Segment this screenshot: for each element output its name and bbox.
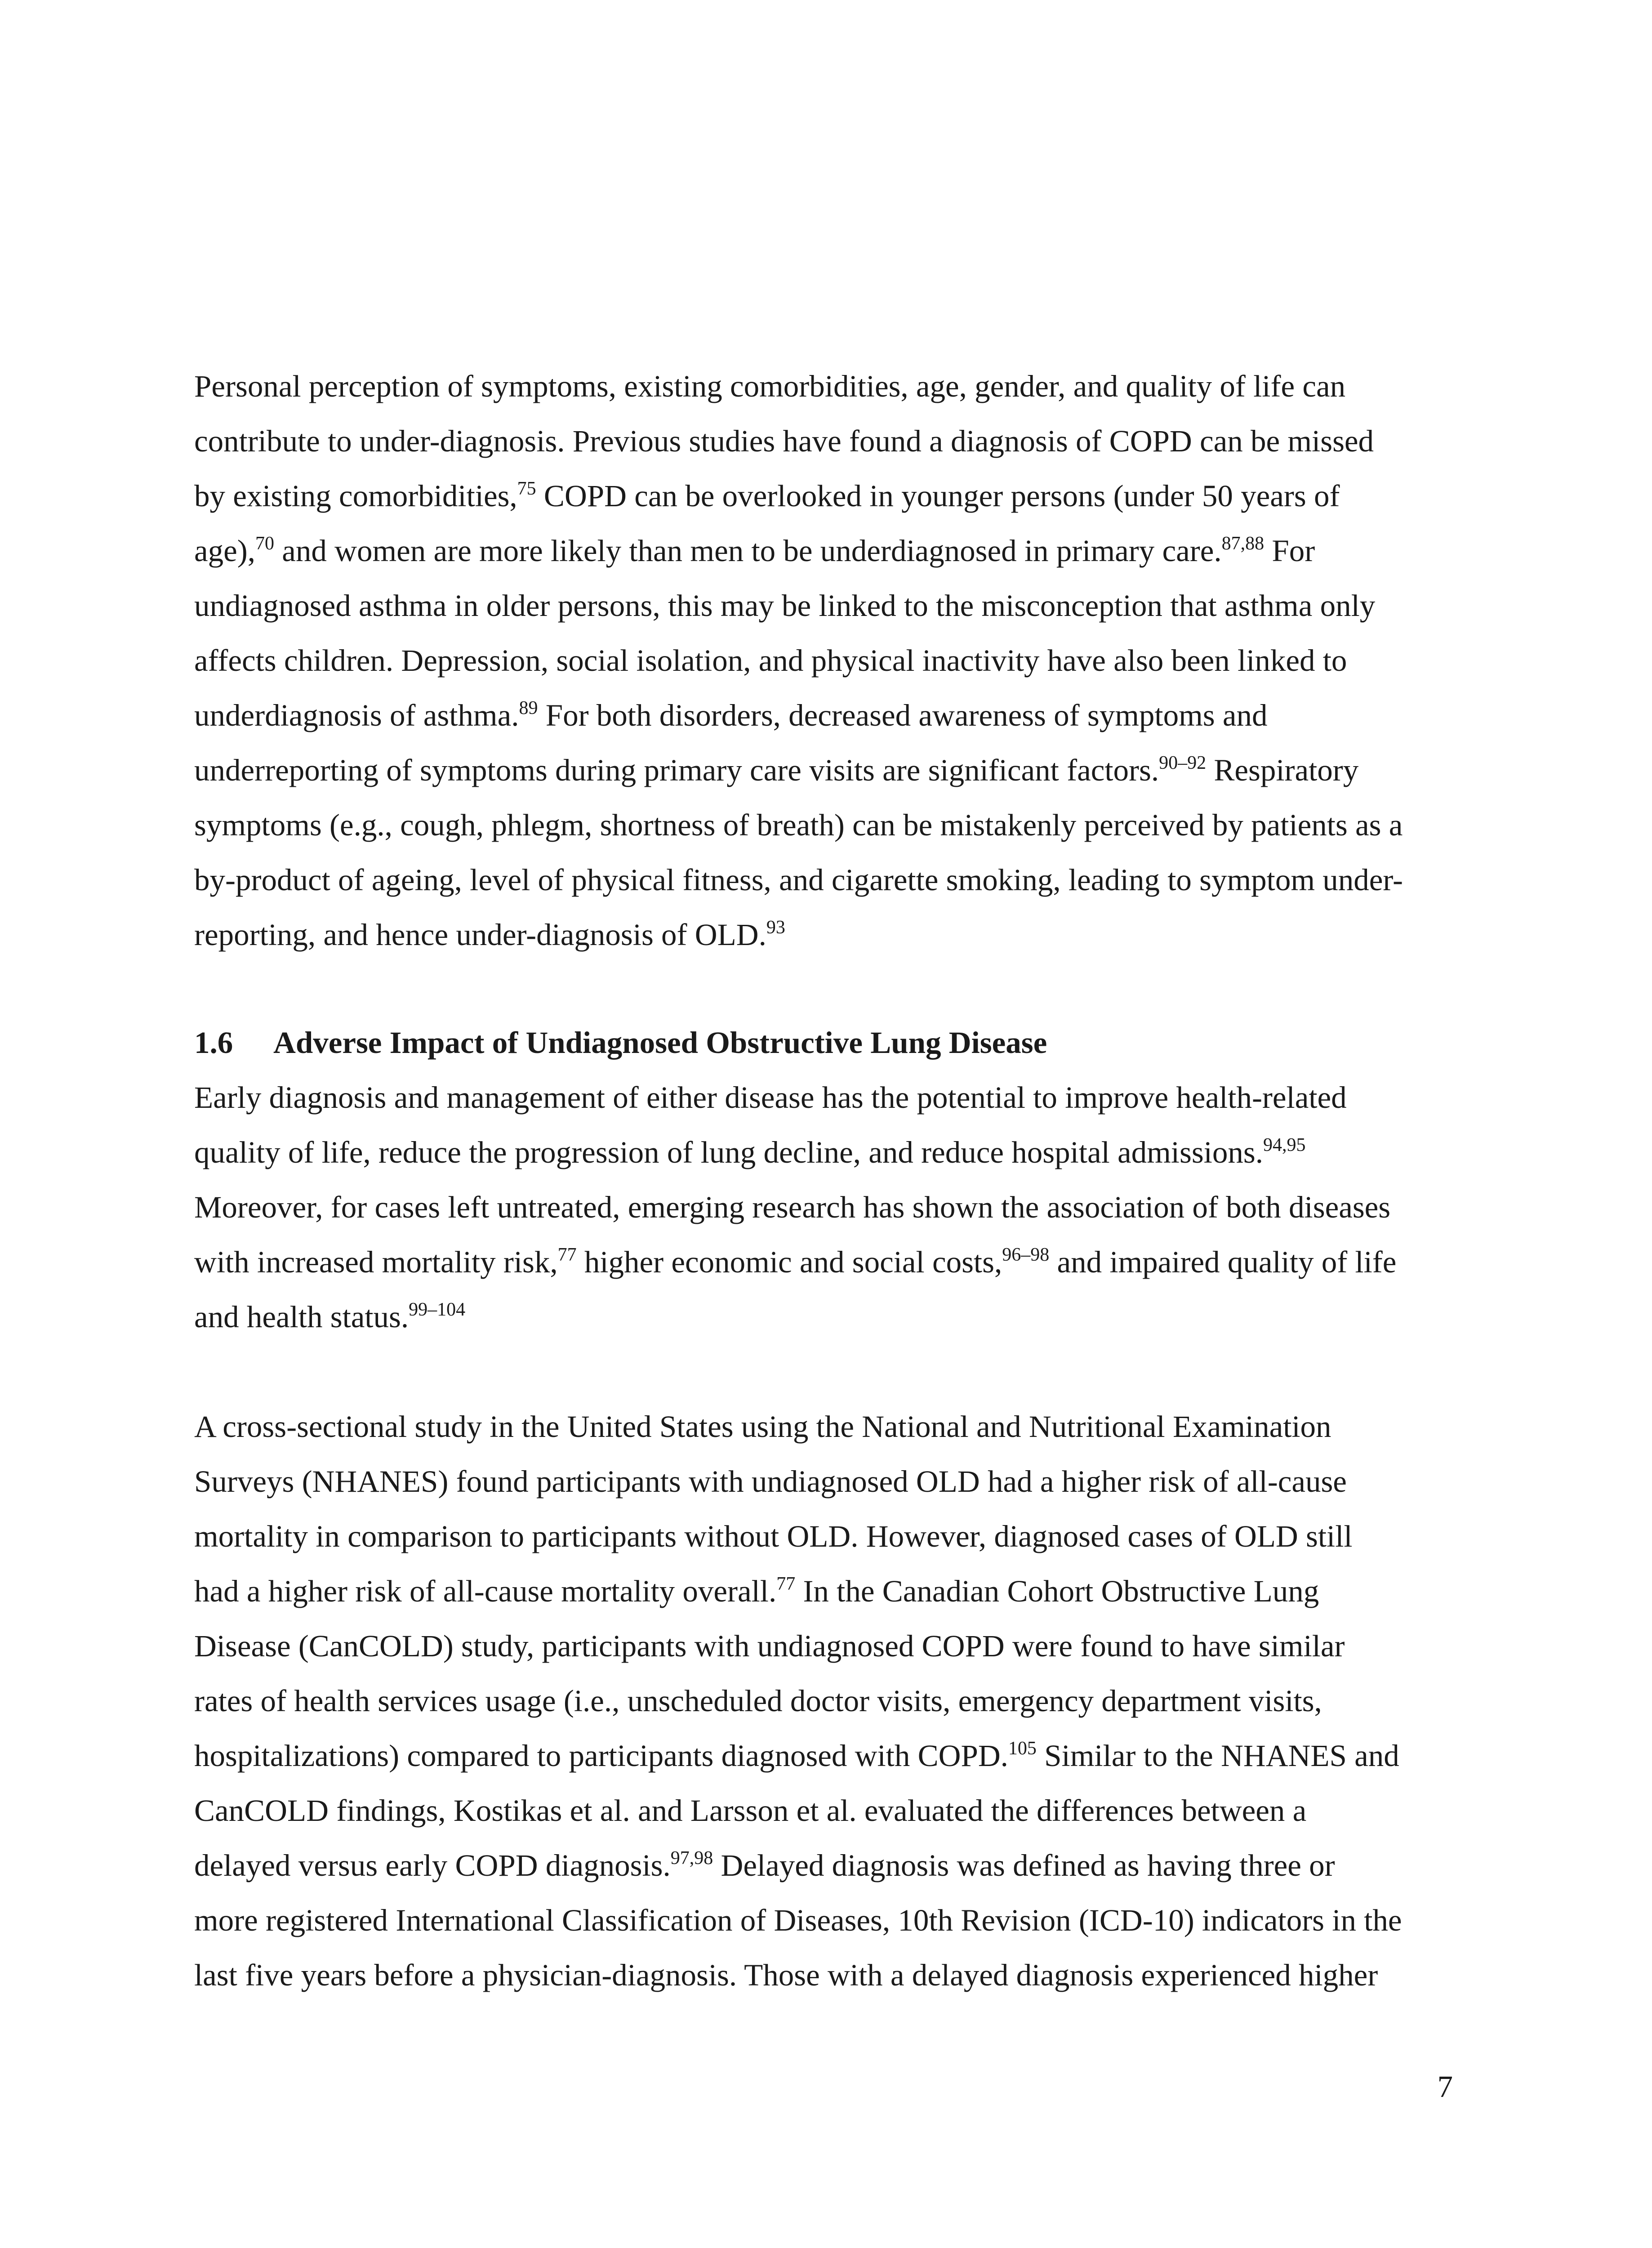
paragraph-early-diagnosis bbox=[194, 1070, 1453, 1344]
section-title: Adverse Impact of Undiagnosed Obstructive Lung Disease bbox=[273, 1026, 1047, 1060]
line-text: hospitalizations) compared to participants diagnosed with COPD. bbox=[194, 1739, 1008, 1773]
line-text: affects children. Depression, social isolation, and physical inactivity have also been linked to bbox=[194, 643, 1347, 678]
line-text: underreporting of symptoms during primary care visits are significant factors. bbox=[194, 753, 1159, 787]
page-number: 7 bbox=[1437, 2070, 1453, 2104]
citation-superscript: 70 bbox=[255, 533, 274, 554]
citation-superscript: 105 bbox=[1008, 1738, 1037, 1759]
text-line bbox=[194, 1070, 1453, 1125]
line-text: Similar to the NHANES and bbox=[1036, 1739, 1399, 1773]
line-text: Surveys (NHANES) found participants with undiagnosed OLD had a higher risk of all-cause bbox=[194, 1464, 1347, 1499]
line-text: underdiagnosis of asthma. bbox=[194, 698, 519, 732]
text-line bbox=[194, 1454, 1453, 1509]
line-text: higher economic and social costs, bbox=[576, 1245, 1002, 1279]
line-text: Personal perception of symptoms, existing comorbidities, age, gender, and quality of life can bbox=[194, 369, 1346, 403]
text-line bbox=[194, 1728, 1453, 1783]
text-line bbox=[194, 1125, 1453, 1180]
citation-superscript: 77 bbox=[557, 1244, 577, 1265]
line-text: reporting, and hence under-diagnosis of OLD. bbox=[194, 918, 766, 952]
citation-superscript: 99–104 bbox=[409, 1299, 466, 1320]
text-line bbox=[194, 1673, 1453, 1728]
line-text: rates of health services usage (i.e., unscheduled doctor visits, emergency department visits, bbox=[194, 1684, 1322, 1718]
text-line bbox=[194, 1948, 1453, 2003]
text-line bbox=[194, 1289, 1453, 1344]
line-text: by-product of ageing, level of physical fitness, and cigarette smoking, leading to symptom under- bbox=[194, 863, 1403, 897]
text-line bbox=[194, 1235, 1453, 1289]
line-text: last five years before a physician-diagnosis. Those with a delayed diagnosis experienced higher bbox=[194, 1958, 1378, 1992]
text-line bbox=[194, 468, 1453, 523]
line-text: Moreover, for cases left untreated, emerging research has shown the association of both diseases bbox=[194, 1190, 1391, 1224]
text-line bbox=[194, 1399, 1453, 1454]
citation-superscript: 77 bbox=[776, 1574, 796, 1594]
citation-superscript: 90–92 bbox=[1159, 753, 1207, 773]
text-line bbox=[194, 852, 1453, 907]
line-text: For bbox=[1264, 534, 1315, 568]
line-text: quality of life, reduce the progression of lung decline, and reduce hospital admissions. bbox=[194, 1135, 1263, 1169]
citation-superscript: 87,88 bbox=[1221, 533, 1265, 554]
section-heading bbox=[194, 1015, 1453, 1070]
text-line bbox=[194, 359, 1453, 414]
line-text: In the Canadian Cohort Obstructive Lung bbox=[795, 1574, 1319, 1608]
section-number: 1.6 bbox=[194, 1026, 233, 1060]
line-text: and health status. bbox=[194, 1300, 409, 1334]
text-line bbox=[194, 523, 1453, 578]
line-text: Respiratory bbox=[1206, 753, 1359, 787]
text-line bbox=[194, 1893, 1453, 1948]
line-text: contribute to under-diagnosis. Previous studies have found a diagnosis of COPD can be missed bbox=[194, 424, 1374, 458]
text-line bbox=[194, 1838, 1453, 1893]
line-text: more registered International Classification of Diseases, 10th Revision (ICD-10) indicators in the bbox=[194, 1903, 1402, 1937]
citation-superscript: 97,98 bbox=[670, 1848, 713, 1869]
line-text: Early diagnosis and management of either disease has the potential to improve health-related bbox=[194, 1080, 1347, 1115]
line-text: COPD can be overlooked in younger persons (under 50 years of bbox=[536, 479, 1340, 513]
line-text: age), bbox=[194, 534, 255, 568]
line-text: CanCOLD findings, Kostikas et al. and Larsson et al. evaluated the differences between a bbox=[194, 1793, 1307, 1828]
line-text: mortality in comparison to participants without OLD. However, diagnosed cases of OLD still bbox=[194, 1519, 1353, 1553]
text-line bbox=[194, 1619, 1453, 1673]
line-text: and impaired quality of life bbox=[1049, 1245, 1397, 1279]
line-text: Delayed diagnosis was defined as having three or bbox=[713, 1848, 1335, 1882]
citation-superscript: 89 bbox=[519, 698, 538, 718]
text-line bbox=[194, 907, 1453, 962]
line-text: undiagnosed asthma in older persons, this may be linked to the misconception that asthma only bbox=[194, 589, 1376, 623]
line-text: by existing comorbidities, bbox=[194, 479, 517, 513]
line-text: delayed versus early COPD diagnosis. bbox=[194, 1848, 671, 1882]
line-text: with increased mortality risk, bbox=[194, 1245, 558, 1279]
text-line bbox=[194, 414, 1453, 468]
text-line bbox=[194, 1564, 1453, 1619]
citation-superscript: 93 bbox=[766, 917, 785, 938]
document-body bbox=[194, 359, 1453, 2003]
citation-superscript: 94,95 bbox=[1263, 1135, 1306, 1155]
line-text: symptoms (e.g., cough, phlegm, shortness of breath) can be mistakenly perceived by patients as a bbox=[194, 808, 1403, 842]
text-line bbox=[194, 688, 1453, 743]
line-text: and women are more likely than men to be underdiagnosed in primary care. bbox=[274, 534, 1222, 568]
text-line bbox=[194, 633, 1453, 688]
citation-superscript: 96–98 bbox=[1002, 1244, 1050, 1265]
text-line bbox=[194, 1509, 1453, 1564]
line-text: Disease (CanCOLD) study, participants with undiagnosed COPD were found to have similar bbox=[194, 1629, 1345, 1663]
line-text: A cross-sectional study in the United States using the National and Nutritional Examination bbox=[194, 1409, 1331, 1444]
text-line bbox=[194, 743, 1453, 798]
line-text: had a higher risk of all-cause mortality overall. bbox=[194, 1574, 777, 1608]
citation-superscript: 75 bbox=[517, 478, 536, 499]
text-line bbox=[194, 1180, 1453, 1235]
paragraph-nhanes-cancold-study bbox=[194, 1399, 1453, 2003]
line-text: For both disorders, decreased awareness of symptoms and bbox=[538, 698, 1268, 732]
text-line bbox=[194, 798, 1453, 852]
text-line bbox=[194, 578, 1453, 633]
paragraph-under-diagnosis-factors bbox=[194, 359, 1453, 962]
text-line bbox=[194, 1783, 1453, 1838]
